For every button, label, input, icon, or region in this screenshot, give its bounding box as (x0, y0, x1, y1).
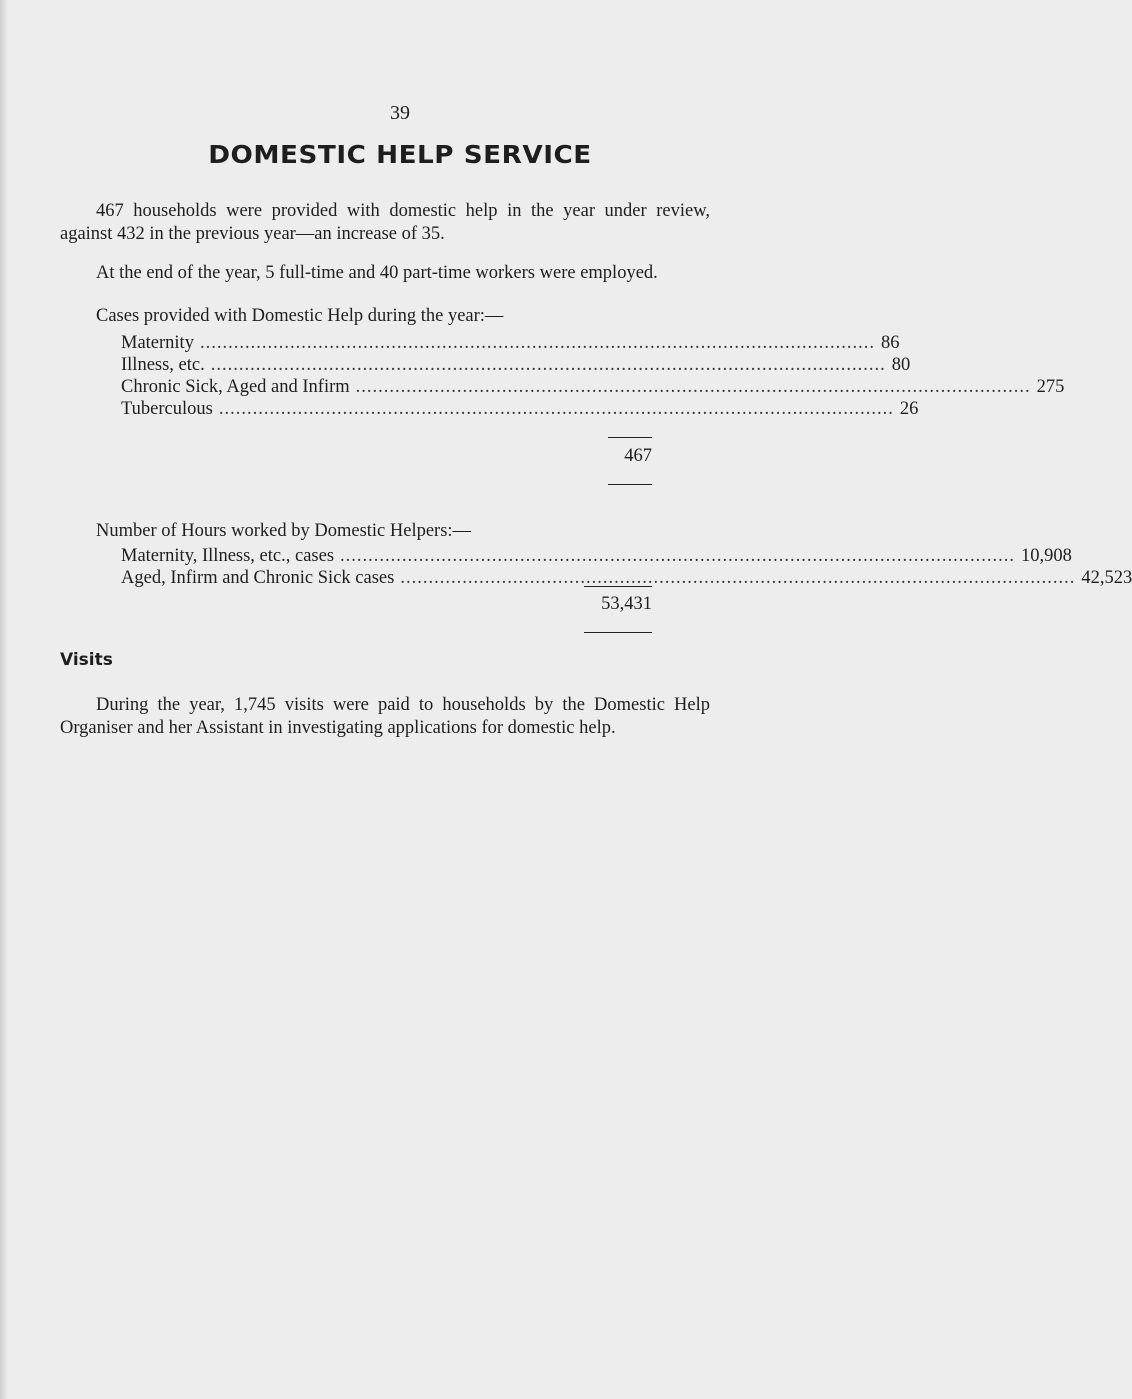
leader-dots: ........................................................................................................................ (210, 355, 886, 375)
leader-dots: ........................................................................................................................ (400, 568, 1076, 588)
row-value: 26 (899, 399, 919, 419)
row-label: Tuberculous (121, 399, 213, 419)
cases-table (121, 333, 1065, 421)
row-value: 86 (880, 333, 900, 353)
row-label: Aged, Infirm and Chronic Sick cases (121, 568, 395, 588)
table-row (121, 546, 1072, 568)
leader-dots: ........................................................................................................................ (199, 333, 875, 353)
leader-dots: ........................................................................................................................ (355, 377, 1031, 397)
cases-intro: Cases provided with Domestic Help during the year:— (96, 306, 504, 326)
table-row (121, 333, 900, 355)
row-value: 275 (1036, 377, 1065, 397)
row-label: Chronic Sick, Aged and Infirm (121, 377, 350, 397)
cases-total: 467 (624, 446, 652, 466)
page-title: DOMESTIC HELP SERVICE (208, 140, 592, 169)
households-paragraph: 467 households were provided with domestic help in the year under review, against 432 in the previous year—an increase of 35. (60, 200, 710, 244)
table-row (121, 399, 919, 421)
table-row (121, 355, 911, 377)
row-label: Maternity (121, 333, 194, 353)
table-row (121, 377, 1065, 399)
visits-heading: Visits (60, 650, 113, 670)
hours-intro: Number of Hours worked by Domestic Helpers:— (96, 521, 472, 541)
row-label: Maternity, Illness, etc., cases (121, 546, 335, 566)
total-rule-top (584, 586, 652, 587)
row-label: Illness, etc. (121, 355, 205, 375)
leader-dots: ........................................................................................................................ (340, 546, 1016, 566)
table-row (121, 568, 1132, 590)
hours-total: 53,431 (601, 594, 652, 614)
total-rule-top (608, 437, 652, 438)
row-value: 10,908 (1021, 546, 1072, 566)
total-rule-bottom (584, 632, 652, 633)
workers-paragraph: At the end of the year, 5 full-time and 40 part-time workers were employed. (96, 262, 658, 283)
row-value: 80 (891, 355, 911, 375)
page-number: 39 (390, 102, 410, 124)
visits-paragraph: During the year, 1,745 visits were paid to households by the Domestic Help Organiser and her Assistant in investigating applications for domestic help. (60, 694, 710, 738)
page-edge-shadow (0, 0, 8, 1399)
leader-dots: ........................................................................................................................ (218, 399, 894, 419)
total-rule-bottom (608, 484, 652, 485)
row-value: 42,523 (1081, 568, 1132, 588)
hours-table (121, 546, 1132, 590)
